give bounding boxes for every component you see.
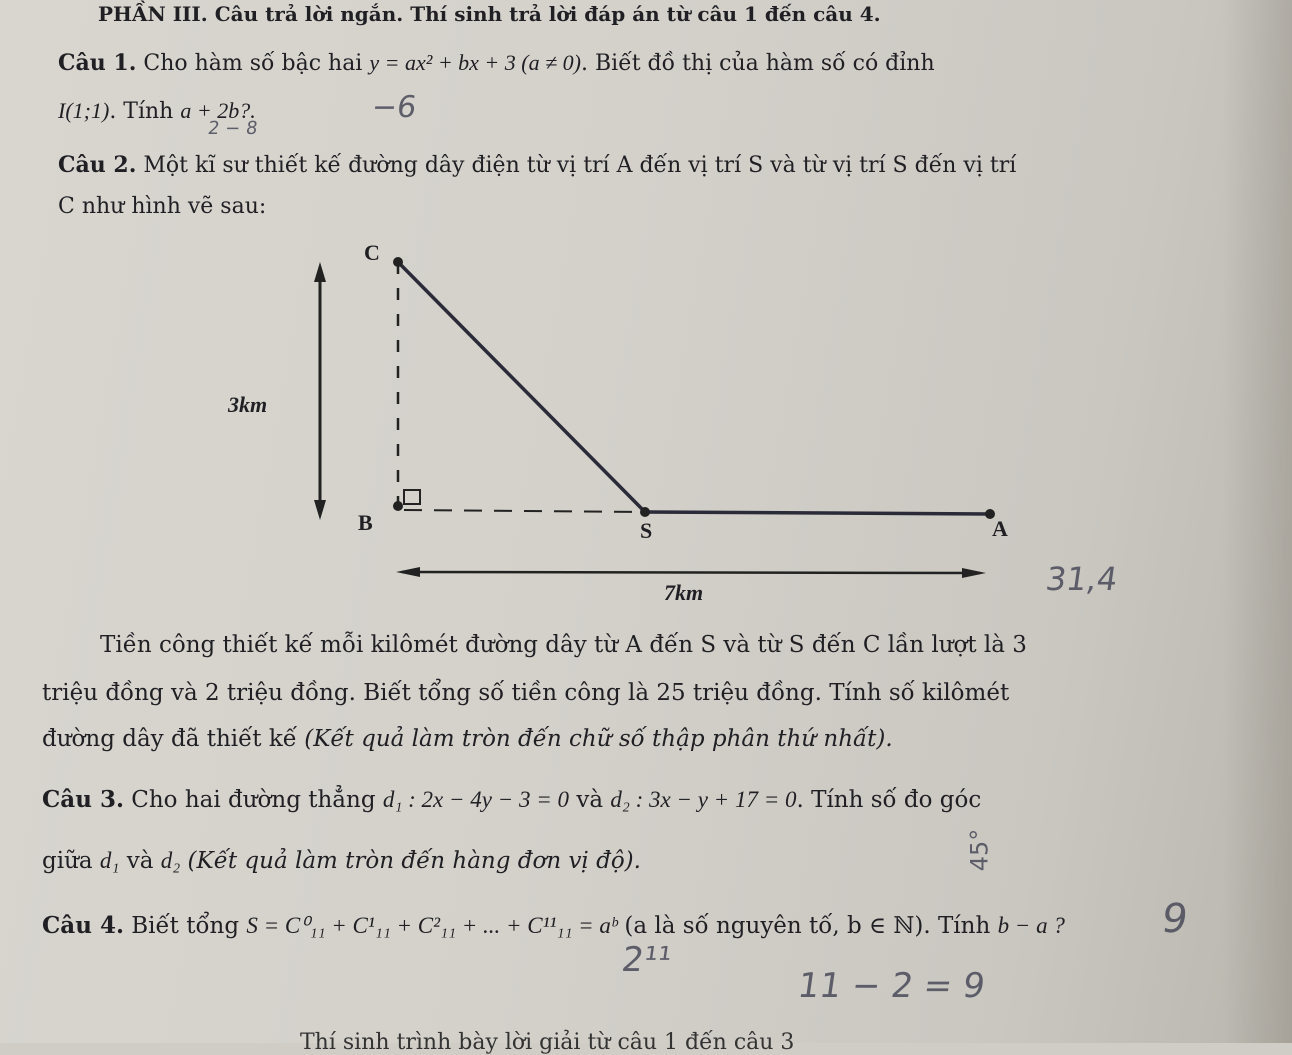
point-c bbox=[393, 257, 403, 267]
handwritten-q1-answer: −6 bbox=[369, 90, 419, 125]
q2-para-3b: (Kết quả làm tròn đến chữ số thập phân thứ nhất). bbox=[304, 726, 893, 752]
q3-line2-b: và bbox=[119, 848, 161, 874]
q4-ask: b − a ? bbox=[997, 913, 1065, 938]
handwritten-q4-calc: 11 − 2 = 9 bbox=[795, 966, 988, 1006]
horizontal-arrow-head-left bbox=[396, 567, 420, 577]
question-4-line-1 bbox=[42, 912, 1065, 939]
q2-para-1: Tiền công thiết kế mỗi kilômét đường dây từ A đến S và từ S đến C lần lượt là 3 bbox=[100, 632, 1027, 658]
label-s: S bbox=[640, 518, 653, 543]
q1-vertex: I(1;1) bbox=[58, 98, 110, 123]
q4-label: Câu 4. bbox=[42, 912, 124, 939]
handwritten-q3-answer: 45° bbox=[965, 828, 994, 872]
question-3-line-2 bbox=[42, 848, 641, 874]
point-b bbox=[393, 501, 403, 511]
q1-formula: y = ax² + bx + 3 (a ≠ 0) bbox=[369, 50, 581, 75]
segment-cs bbox=[398, 262, 645, 512]
q4-text-b: (a là số nguyên tố, b ∈ ℕ). Tính bbox=[617, 913, 998, 939]
q1-ask: a + 2b?. bbox=[180, 98, 256, 123]
handwritten-q2-answer: 31,4 bbox=[1043, 560, 1120, 598]
label-7km: 7km bbox=[664, 580, 704, 605]
segment-bs-dashed bbox=[404, 510, 645, 512]
section-header-text: PHẦN III. Câu trả lời ngắn. Thí sinh trả lời đáp án từ câu 1 đến câu 4. bbox=[98, 2, 881, 26]
q2-line-2-text: C như hình vẽ sau: bbox=[58, 194, 267, 219]
handwritten-q1-work: 2 − 8 bbox=[206, 118, 259, 139]
q3-text-a: Cho hai đường thẳng bbox=[123, 787, 383, 813]
q3-line2-d2: d₂ bbox=[160, 848, 181, 873]
q3-line2-c: (Kết quả làm tròn đến hàng đơn vị độ). bbox=[180, 848, 641, 874]
segment-sa bbox=[645, 512, 990, 514]
label-a: A bbox=[992, 516, 1008, 541]
label-b: B bbox=[358, 510, 373, 535]
question-3-line-1 bbox=[42, 786, 981, 813]
q1-text-c: . Tính bbox=[109, 99, 181, 124]
q3-line2-d1: d₁ bbox=[99, 848, 120, 873]
handwritten-q4-answer: 9 bbox=[1158, 896, 1191, 942]
q2-paragraph-line-2 bbox=[42, 680, 1009, 706]
q2-label: Câu 2. bbox=[58, 152, 137, 178]
footer-partial-text: Thí sinh trình bày lời giải từ câu 1 đến câu 3 bbox=[300, 1030, 795, 1055]
horizontal-distance-arrow bbox=[402, 572, 980, 573]
label-c: C bbox=[364, 240, 380, 265]
q3-d2: d₂ : 3x − y + 17 = 0 bbox=[610, 787, 797, 812]
q3-label: Câu 3. bbox=[42, 786, 124, 813]
q4-text-a: Biết tổng bbox=[123, 913, 247, 939]
point-s bbox=[640, 507, 650, 517]
q2-paragraph-line-3 bbox=[42, 726, 893, 752]
vertical-arrow-head-up bbox=[314, 262, 326, 282]
right-angle-marker bbox=[404, 490, 420, 504]
q3-d1: d₁ : 2x − 4y − 3 = 0 bbox=[382, 787, 570, 812]
horizontal-arrow-head-right bbox=[962, 568, 986, 578]
vertical-arrow-head-down bbox=[314, 500, 326, 520]
q2-line-1-text: Một kĩ sư thiết kế đường dây điện từ vị trí A đến vị trí S và từ vị trí S đến vị trí bbox=[136, 153, 1017, 178]
q2-paragraph-line-1 bbox=[100, 632, 1027, 658]
q1-label: Câu 1. bbox=[58, 50, 137, 76]
handwritten-q4-work: 2¹¹ bbox=[619, 940, 674, 980]
q4-formula: S = C⁰₁₁ + C¹₁₁ + C²₁₁ + ... + C¹¹₁₁ = aᵇ bbox=[246, 913, 618, 938]
q2-para-3a: đường dây đã thiết kế bbox=[42, 726, 305, 752]
label-3km: 3km bbox=[228, 392, 268, 417]
q1-text-a: Cho hàm số bậc hai bbox=[136, 51, 370, 76]
q3-text-c: . Tính số đo góc bbox=[796, 787, 982, 813]
q3-text-b: và bbox=[569, 787, 611, 813]
q3-line2-a: giữa bbox=[42, 848, 100, 874]
q2-para-2: triệu đồng và 2 triệu đồng. Biết tổng số tiền công là 25 triệu đồng. Tính số kilômét bbox=[42, 680, 1010, 706]
q1-text-b: . Biết đồ thị của hàm số có đỉnh bbox=[581, 51, 935, 76]
